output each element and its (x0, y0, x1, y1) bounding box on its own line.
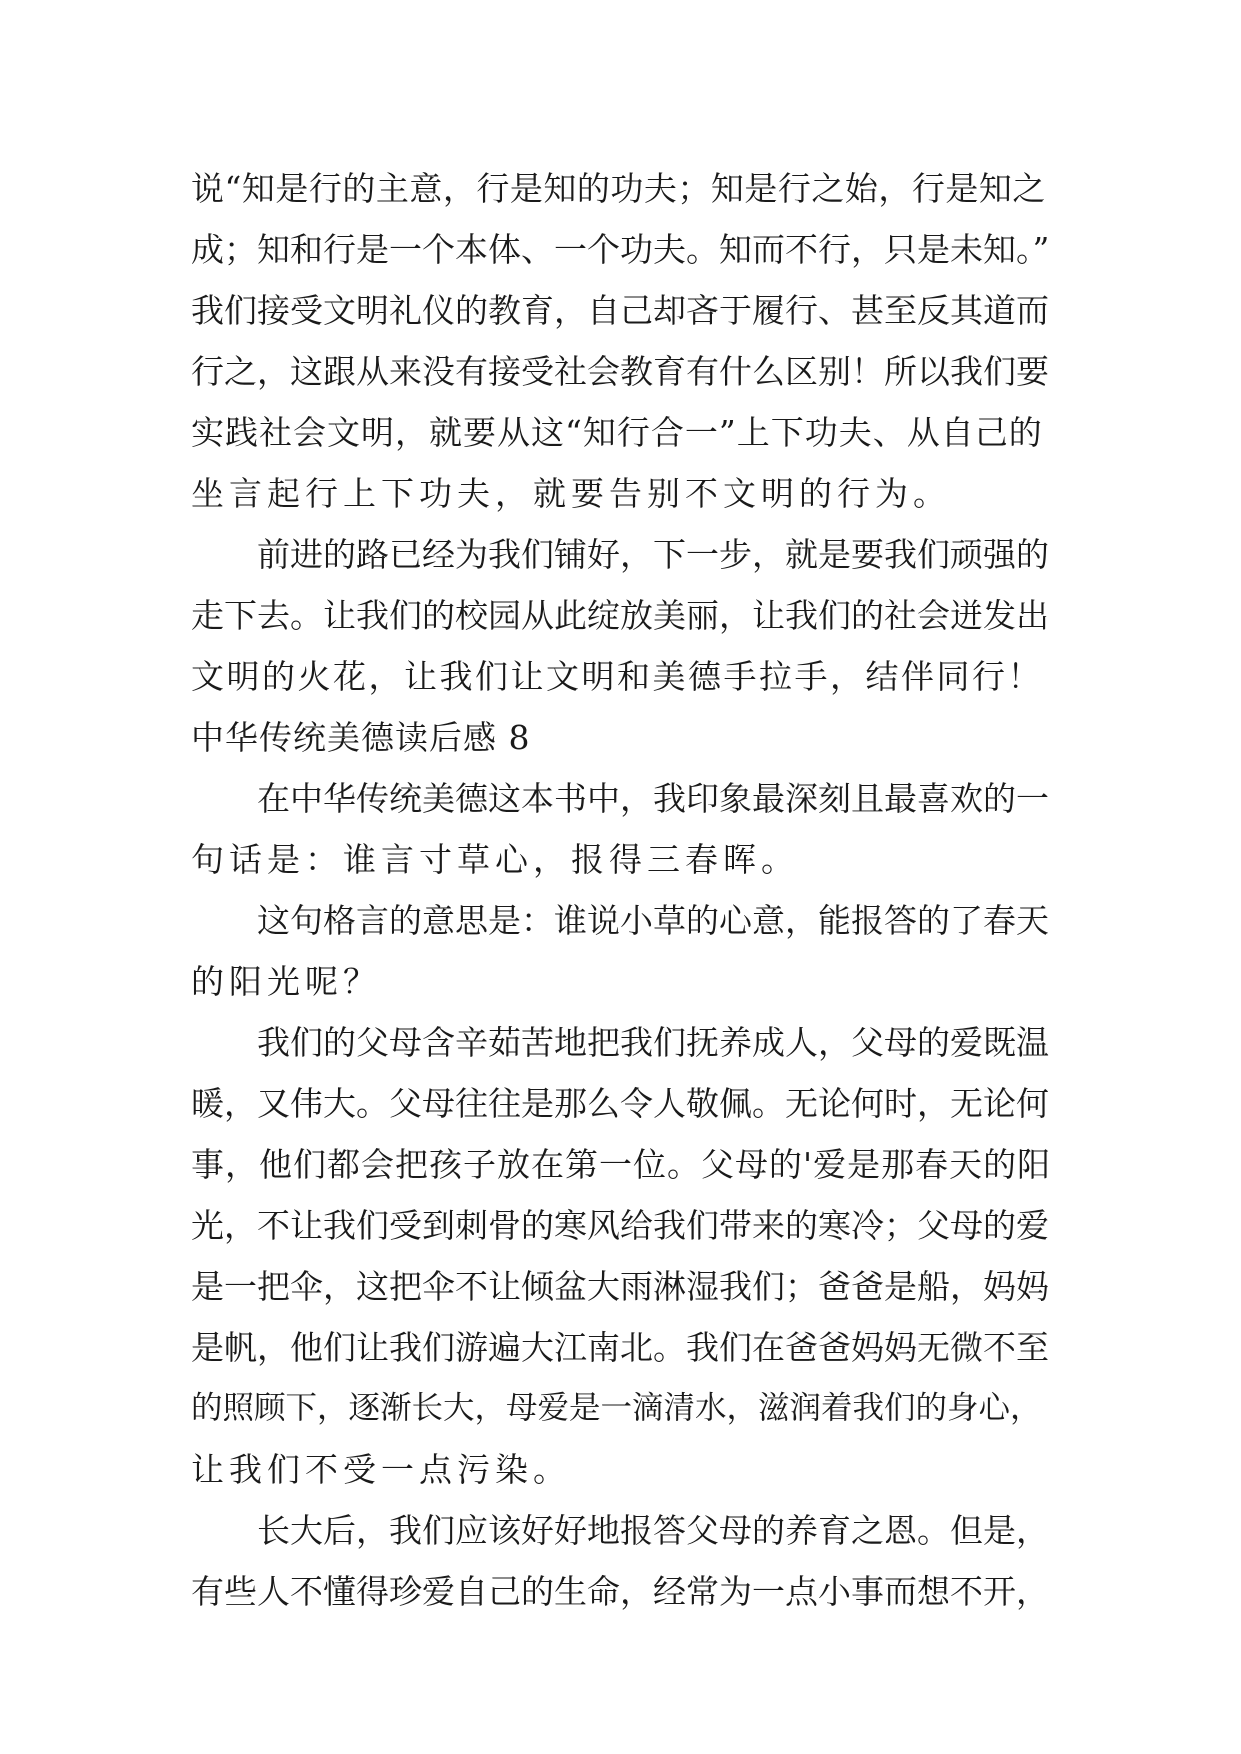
text-line: 让我们不受一点污染。 (191, 1450, 571, 1489)
text-line: 走下去。让我们的校园从此绽放美丽，让我们的社会迸发出 (191, 596, 1049, 635)
text-line: 的照顾下，逐渐长大，母爱是一滴清水，滋润着我们的身心， (191, 1390, 1042, 1426)
text-line: 行之，这跟从来没有接受社会教育有什么区别！所以我们要 (191, 352, 1049, 391)
text-line: 的阳光呢？ (191, 962, 381, 1001)
text-line: 暖，又伟大。父母往往是那么令人敬佩。无论何时，无论何 (191, 1084, 1049, 1123)
document-body (191, 158, 1051, 1622)
text-line: 事，他们都会把孩子放在第一位。父母的'爱是那春天的阳 (191, 1145, 1052, 1184)
text-line: 在中华传统美德这本书中，我印象最深刻且最喜欢的一 (257, 779, 1049, 818)
text-line: 是帆，他们让我们游遍大江南北。我们在爸爸妈妈无微不至 (191, 1328, 1049, 1367)
text-line: 长大后，我们应该好好地报答父母的养育之恩。但是， (257, 1511, 1049, 1550)
paragraph-intro (191, 768, 1051, 890)
text-line: 前进的路已经为我们铺好，下一步，就是要我们顽强的 (257, 535, 1049, 574)
text-line: 是一把伞，这把伞不让倾盆大雨淋湿我们；爸爸是船，妈妈 (191, 1267, 1049, 1306)
text-line: 成；知和行是一个本体、一个功夫。知而不行，只是未知。” (191, 230, 1050, 269)
paragraph-meaning (191, 890, 1051, 1012)
text-line: 坐言起行上下功夫，就要告别不文明的行为。 (191, 474, 951, 513)
section-heading: 中华传统美德读后感 8 (191, 718, 531, 757)
text-line: 光，不让我们受到刺骨的寒风给我们带来的寒冷；父母的爱 (191, 1206, 1049, 1245)
text-line: 有些人不懂得珍爱自己的生命，经常为一点小事而想不开， (191, 1572, 1049, 1611)
text-line: 句话是：谁言寸草心，报得三春晖。 (191, 840, 799, 879)
text-line: 说“知是行的主意，行是知的功夫；知是行之始，行是知之 (191, 169, 1046, 208)
text-line: 我们的父母含辛茹苦地把我们抚养成人，父母的爱既温 (257, 1023, 1049, 1062)
text-line: 这句格言的意思是：谁说小草的心意，能报答的了春天 (257, 901, 1049, 940)
paragraph-closing (191, 524, 1051, 707)
paragraph-gratitude (191, 1500, 1051, 1622)
paragraph-continued (191, 158, 1051, 524)
paragraph-parents (191, 1012, 1051, 1500)
text-line: 我们接受文明礼仪的教育，自己却吝于履行、甚至反其道而 (191, 291, 1049, 330)
text-line: 实践社会文明，就要从这“知行合一”上下功夫、从自己的 (191, 413, 1043, 452)
text-line: 文明的火花，让我们让文明和美德手拉手，结伴同行！ (191, 657, 1043, 696)
